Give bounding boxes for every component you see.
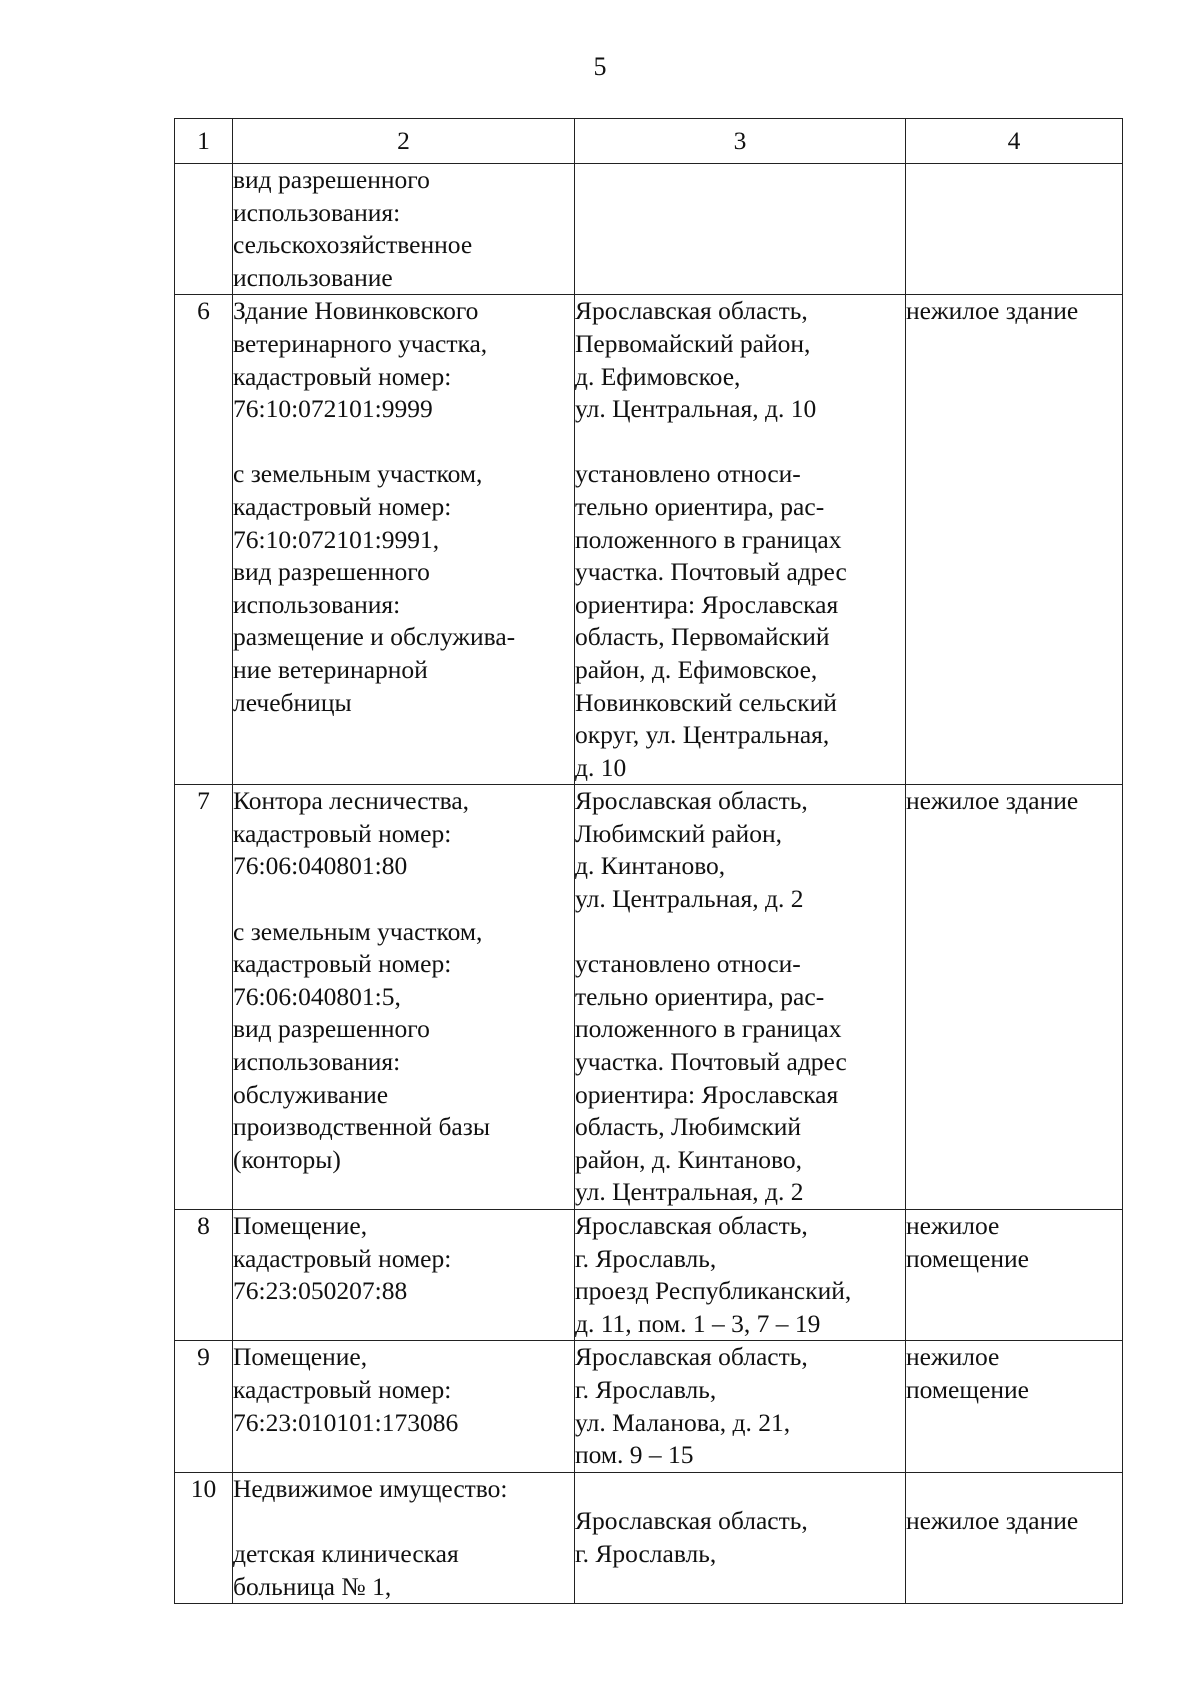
- object-cell: [233, 1472, 575, 1603]
- cell-text-line: вид разрешенного: [233, 1014, 430, 1044]
- cell-text-line: ориентира: Ярославская: [575, 1079, 839, 1109]
- cell-text-line: помещение: [906, 1374, 1029, 1404]
- cell-text-line: 76:23:010101:173086: [233, 1407, 459, 1437]
- cell-text-line: Ярославская область,: [575, 1211, 808, 1240]
- header-cell-2: 2: [233, 119, 575, 164]
- cell-text-line: кадастровый номер:: [233, 361, 452, 391]
- cell-text-line: помещение: [906, 1243, 1029, 1273]
- cell-text-line: д. 10: [575, 752, 627, 782]
- address-cell: [575, 1210, 906, 1341]
- cell-text-line: нежилое: [906, 1342, 1000, 1372]
- header-cell-4: 4: [906, 119, 1123, 164]
- cell-text-line: г. Ярославль,: [575, 1538, 717, 1568]
- cell-text-line: Недвижимое имущество:: [233, 1473, 508, 1503]
- cell-text-line: Ярославская область,: [575, 1342, 808, 1372]
- cell-text-line: ветеринарного участка,: [233, 328, 488, 358]
- cell-text-line: установлено относи-: [575, 459, 801, 489]
- cell-text-line: использования:: [233, 1047, 401, 1077]
- paragraph-gap: [906, 1473, 1122, 1506]
- cell-text-line: положенного в границах: [575, 524, 842, 554]
- cell-text-line: Помещение,: [233, 1342, 368, 1372]
- address-cell: [575, 1341, 906, 1472]
- paragraph-gap: [233, 883, 574, 916]
- cell-text-line: Контора лесничества,: [233, 786, 470, 816]
- cell-text-line: область, Первомайский: [575, 622, 830, 652]
- cell-text-line: кадастровый номер:: [233, 949, 452, 979]
- type-cell: [906, 785, 1123, 1210]
- cell-text-line: с земельным участком,: [233, 459, 483, 489]
- cell-text-line: район, д. Ефимовское,: [575, 654, 818, 684]
- cell-text-line: использования:: [233, 197, 401, 227]
- property-table: [174, 118, 1123, 1604]
- cell-text-line: кадастровый номер:: [233, 1374, 452, 1404]
- row-number-cell: 8: [175, 1210, 233, 1341]
- cell-text-line: район, д. Кинтаново,: [575, 1144, 803, 1174]
- type-cell: [906, 164, 1123, 295]
- type-cell: [906, 1341, 1123, 1472]
- cell-text-line: нежилое: [906, 1211, 1000, 1240]
- cell-text-line: 76:23:050207:88: [233, 1276, 408, 1306]
- row-number-cell: [175, 164, 233, 295]
- object-cell: [233, 1341, 575, 1472]
- cell-text-line: детская клиническая: [233, 1538, 459, 1568]
- cell-text-line: ул. Центральная, д. 2: [575, 884, 804, 914]
- cell-text-line: Новинковский сельский: [575, 687, 837, 717]
- table-row: [175, 164, 1123, 295]
- cell-text-line: область, Любимский: [575, 1112, 802, 1142]
- row-number-cell: 6: [175, 295, 233, 785]
- cell-text-line: производственной базы: [233, 1112, 490, 1142]
- page-number: 5: [593, 52, 607, 81]
- cell-text-line: 76:10:072101:9999: [233, 394, 433, 424]
- cell-text-line: вид разрешенного: [233, 557, 430, 587]
- cell-text-line: размещение и обслужива-: [233, 622, 516, 652]
- paragraph-gap: [233, 426, 574, 459]
- cell-text-line: ул. Маланова, д. 21,: [575, 1407, 791, 1437]
- cell-text-line: ул. Центральная, д. 2: [575, 1177, 804, 1207]
- header-row: [175, 119, 1123, 164]
- paragraph-gap: [575, 916, 905, 949]
- table-row: [175, 1472, 1123, 1603]
- cell-text-line: (конторы): [233, 1144, 341, 1174]
- object-cell: [233, 295, 575, 785]
- cell-text-line: обслуживание: [233, 1079, 389, 1109]
- cell-text-line: тельно ориентира, рас-: [575, 491, 825, 521]
- cell-text-line: пом. 9 – 15: [575, 1440, 694, 1470]
- row-number-cell: 7: [175, 785, 233, 1210]
- cell-text-line: ние ветеринарной: [233, 654, 428, 684]
- cell-text-line: г. Ярославль,: [575, 1243, 717, 1273]
- cell-text-line: тельно ориентира, рас-: [575, 981, 825, 1011]
- row-number-cell: 10: [175, 1472, 233, 1603]
- cell-text-line: сельскохозяйственное: [233, 230, 473, 260]
- cell-text-line: участка. Почтовый адрес: [575, 1047, 847, 1077]
- cell-text-line: установлено относи-: [575, 949, 801, 979]
- cell-text-line: Первомайский район,: [575, 328, 811, 358]
- cell-text-line: кадастровый номер:: [233, 1243, 452, 1273]
- cell-text-line: ориентира: Ярославская: [575, 589, 839, 619]
- cell-text-line: д. 11, пом. 1 – 3, 7 – 19: [575, 1308, 821, 1338]
- cell-text-line: д. Кинтаново,: [575, 851, 726, 881]
- row-number-cell: 9: [175, 1341, 233, 1472]
- cell-text-line: участка. Почтовый адрес: [575, 557, 847, 587]
- address-cell: [575, 1472, 906, 1603]
- object-cell: [233, 1210, 575, 1341]
- cell-text-line: Ярославская область,: [575, 1506, 808, 1536]
- cell-text-line: с земельным участком,: [233, 916, 483, 946]
- cell-text-line: Ярославская область,: [575, 296, 808, 326]
- cell-text-line: использования:: [233, 589, 401, 619]
- cell-text-line: г. Ярославль,: [575, 1374, 717, 1404]
- cell-text-line: 76:06:040801:5,: [233, 981, 401, 1011]
- cell-text-line: Любимский район,: [575, 818, 782, 848]
- object-cell: [233, 164, 575, 295]
- table-row: [175, 295, 1123, 785]
- cell-text-line: нежилое здание: [906, 1506, 1079, 1536]
- type-cell: [906, 1472, 1123, 1603]
- table-row: [175, 785, 1123, 1210]
- cell-text-line: лечебницы: [233, 687, 352, 717]
- cell-text-line: Здание Новинковского: [233, 296, 479, 326]
- cell-text-line: вид разрешенного: [233, 165, 430, 194]
- table-row: [175, 1341, 1123, 1472]
- paragraph-gap: [575, 426, 905, 459]
- address-cell: [575, 785, 906, 1210]
- cell-text-line: д. Ефимовское,: [575, 361, 741, 391]
- cell-text-line: больница № 1,: [233, 1571, 392, 1601]
- cell-text-line: нежилое здание: [906, 296, 1079, 326]
- type-cell: [906, 295, 1123, 785]
- cell-text-line: кадастровый номер:: [233, 818, 452, 848]
- cell-text-line: ул. Центральная, д. 10: [575, 394, 817, 424]
- cell-text-line: положенного в границах: [575, 1014, 842, 1044]
- header-cell-1: 1: [175, 119, 233, 164]
- address-cell: [575, 295, 906, 785]
- table-row: [175, 1210, 1123, 1341]
- address-cell: [575, 164, 906, 295]
- header-cell-3: 3: [575, 119, 906, 164]
- cell-text-line: проезд Республиканский,: [575, 1276, 852, 1306]
- cell-text-line: 76:06:040801:80: [233, 851, 408, 881]
- cell-text-line: Ярославская область,: [575, 786, 808, 816]
- paragraph-gap: [233, 1505, 574, 1538]
- type-cell: [906, 1210, 1123, 1341]
- cell-text-line: кадастровый номер:: [233, 491, 452, 521]
- cell-text-line: округ, ул. Центральная,: [575, 720, 830, 750]
- cell-text-line: 76:10:072101:9991,: [233, 524, 440, 554]
- object-cell: [233, 785, 575, 1210]
- cell-text-line: нежилое здание: [906, 786, 1079, 816]
- cell-text-line: использование: [233, 262, 393, 292]
- cell-text-line: Помещение,: [233, 1211, 368, 1240]
- paragraph-gap: [575, 1473, 905, 1506]
